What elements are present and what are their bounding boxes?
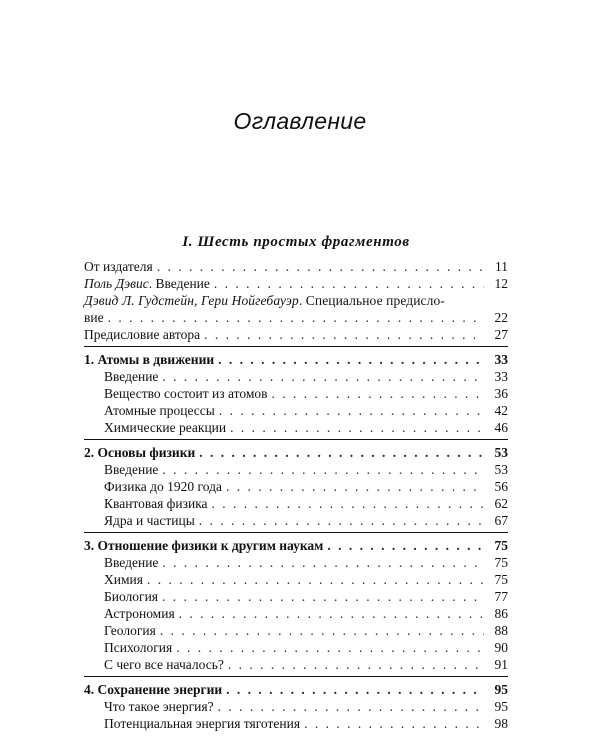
part-heading: I. Шесть простых фрагментов xyxy=(182,234,410,250)
toc-entry-author: Дэвид Л. Гудстейн, Гери Нойгебауэр xyxy=(84,293,299,308)
dot-leader xyxy=(162,461,484,478)
toc-entry-page: 33 xyxy=(494,369,508,384)
toc-section-label: Вещество состоит из атомов xyxy=(104,386,268,401)
toc-section[interactable] xyxy=(84,639,508,656)
table-of-contents xyxy=(84,258,508,732)
toc-entry-page: 36 xyxy=(494,386,508,401)
dot-leader xyxy=(228,656,484,673)
toc-section[interactable] xyxy=(84,656,508,673)
toc-entry-page: 53 xyxy=(494,462,508,477)
dot-leader xyxy=(179,605,484,622)
dot-leader xyxy=(176,639,484,656)
toc-chapter-4[interactable] xyxy=(84,681,508,698)
toc-entry-page: 27 xyxy=(494,327,508,342)
toc-chapter-label: 4. Сохранение энергии xyxy=(84,682,223,697)
toc-section[interactable] xyxy=(84,554,508,571)
toc-section-label: Атомные процессы xyxy=(104,403,215,418)
toc-entry-publisher[interactable] xyxy=(84,258,508,275)
toc-entry-page: 22 xyxy=(494,310,508,325)
toc-section-label: Ядра и частицы xyxy=(104,513,195,528)
dot-leader xyxy=(160,622,484,639)
toc-entry-page: 91 xyxy=(494,657,508,672)
dot-leader xyxy=(212,495,484,512)
toc-section-label: Психология xyxy=(104,640,173,655)
dot-leader xyxy=(272,385,484,402)
toc-entry-page: 56 xyxy=(494,479,508,494)
toc-chapter-label: 3. Отношение физики к другим наукам xyxy=(84,538,324,553)
toc-section-label: Что такое энергия? xyxy=(104,699,214,714)
toc-section-label: Геология xyxy=(104,623,156,638)
toc-entry-page: 86 xyxy=(494,606,508,621)
toc-section-label: Введение xyxy=(104,462,159,477)
toc-section-label: Химические реакции xyxy=(104,420,227,435)
toc-section-label: С чего все началось? xyxy=(104,657,224,672)
toc-entry-page: 33 xyxy=(494,352,508,367)
toc-section[interactable] xyxy=(84,419,508,436)
toc-section[interactable] xyxy=(84,461,508,478)
dot-leader xyxy=(162,368,484,385)
toc-entry-page: 95 xyxy=(494,682,508,697)
toc-entry-page: 67 xyxy=(494,513,508,528)
toc-section-label: Биология xyxy=(104,589,159,604)
toc-section[interactable] xyxy=(84,588,508,605)
toc-section[interactable] xyxy=(84,512,508,529)
toc-entry-page: 75 xyxy=(494,555,508,570)
dot-leader xyxy=(147,571,484,588)
dot-leader xyxy=(230,419,484,436)
toc-entry-label: От издателя xyxy=(84,259,153,274)
dot-leader xyxy=(157,258,484,275)
toc-entry-page: 42 xyxy=(494,403,508,418)
dot-leader xyxy=(204,326,484,343)
toc-chapter-3[interactable] xyxy=(84,537,508,554)
toc-entry-page: 95 xyxy=(494,699,508,714)
dot-leader xyxy=(162,588,484,605)
toc-section[interactable] xyxy=(84,495,508,512)
dot-leader xyxy=(218,698,484,715)
toc-section[interactable] xyxy=(84,605,508,622)
toc-chapter-label: 1. Атомы в движении xyxy=(84,352,215,367)
dot-leader xyxy=(108,309,484,326)
toc-entry-label: Предисловие автора xyxy=(84,327,201,342)
toc-entry-page: 11 xyxy=(495,259,508,274)
dot-leader xyxy=(199,512,484,529)
toc-entry-page: 53 xyxy=(494,445,508,460)
dot-leader xyxy=(327,537,484,554)
toc-entry-label: . Введение xyxy=(148,276,210,291)
toc-section[interactable] xyxy=(84,715,508,732)
toc-entry-page: 12 xyxy=(494,276,508,291)
toc-section-label: Квантовая физика xyxy=(104,496,208,511)
toc-section-label: Введение xyxy=(104,555,159,570)
divider xyxy=(84,676,508,677)
toc-entry-author-preface[interactable] xyxy=(84,326,508,343)
toc-entry-author: Поль Дэвис xyxy=(84,276,149,291)
toc-section[interactable] xyxy=(84,368,508,385)
toc-entry-page: 77 xyxy=(494,589,508,604)
dot-leader xyxy=(214,275,484,292)
dot-leader xyxy=(226,478,484,495)
dot-leader xyxy=(218,351,484,368)
divider xyxy=(84,532,508,533)
toc-entry-label: вие xyxy=(84,310,104,325)
toc-chapter-1[interactable] xyxy=(84,351,508,368)
toc-entry-page: 75 xyxy=(494,538,508,553)
toc-section-label: Физика до 1920 года xyxy=(104,479,222,494)
toc-entry-page: 46 xyxy=(494,420,508,435)
divider xyxy=(84,346,508,347)
toc-entry-special-preface-cont[interactable] xyxy=(84,309,508,326)
toc-entry-page: 98 xyxy=(494,716,508,731)
divider xyxy=(84,439,508,440)
dot-leader xyxy=(199,444,484,461)
toc-entry-page: 90 xyxy=(494,640,508,655)
dot-leader xyxy=(162,554,484,571)
toc-section[interactable] xyxy=(84,402,508,419)
toc-section[interactable] xyxy=(84,478,508,495)
toc-chapter-label: 2. Основы физики xyxy=(84,445,196,460)
toc-entry-davies-intro[interactable] xyxy=(84,275,508,292)
toc-section-label: Химия xyxy=(104,572,143,587)
toc-section[interactable] xyxy=(84,571,508,588)
toc-section-label: Астрономия xyxy=(104,606,175,621)
toc-section[interactable] xyxy=(84,385,508,402)
toc-section[interactable] xyxy=(84,698,508,715)
toc-section-label: Введение xyxy=(104,369,159,384)
dot-leader xyxy=(304,715,484,732)
toc-entry-page: 75 xyxy=(494,572,508,587)
toc-section[interactable] xyxy=(84,622,508,639)
toc-entry-page: 88 xyxy=(494,623,508,638)
toc-entry-label: . Специальное предисло- xyxy=(298,293,445,308)
page-title: Оглавление xyxy=(233,108,367,134)
dot-leader xyxy=(226,681,484,698)
dot-leader xyxy=(219,402,484,419)
toc-entry-special-preface[interactable] xyxy=(84,292,508,309)
toc-section-label: Потенциальная энергия тяготения xyxy=(104,716,301,731)
toc-entry-page: 62 xyxy=(494,496,508,511)
toc-chapter-2[interactable] xyxy=(84,444,508,461)
